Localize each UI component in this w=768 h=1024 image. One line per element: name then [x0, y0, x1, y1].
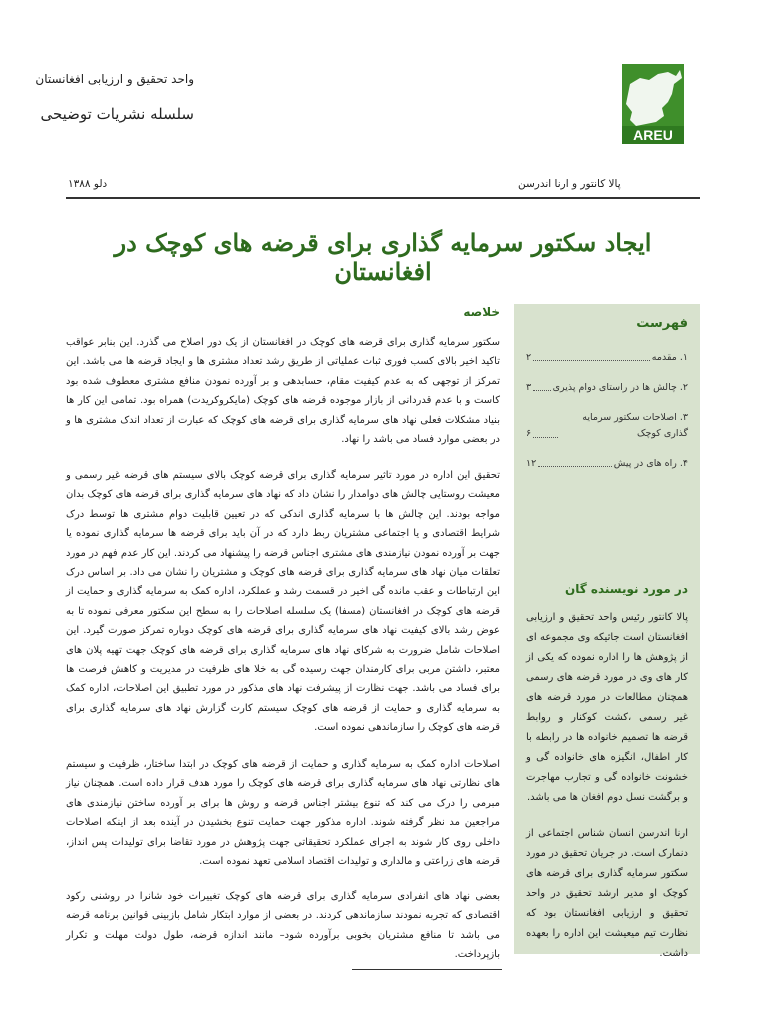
summary-paragraph-3: اصلاحات اداره کمک به سرمایه گذاری و حمایت از قرضه های کوچک در ابتدا ساختار، ظرفیت و سیستم های نظارتی نهاد های سرمایه گذاری برای قرضه های کوچک را مورد هدف قرار داده است. همچنان نیاز مبرمی را درک می کند که تنوع بیشتر اجناس قرضه و روش ها برای بر آورده ساختن نیازمندی های مراجعین مد نظر گرفته شوند. اداره مذکور جهت حمایت تنوع بخشیدن در آینده بعد از اینکه اصلاحات داخلی روی کار شوند به اجرای عملکرد تحقیقاتی جهت پژوهش در مورد تقاضا برای تولیدات پس انداز، قرضه های زراعتی و مالداری و تولیدات اقتصاد اسلامی تعهد نموده است. — [66, 759, 500, 868]
summary-paragraph-2: تحقیق این اداره در مورد تاثیر سرمایه گذاری برای قرضه کوچک بالای سیستم های قرضه غیر رسمی و معیشت روستایی چالش های دوامدار را نشان داد که نهاد های سرمایه گذاری برای قرضه های کوچک بدان مواجه بودند. این چالش ها با سرمایه گذاری اندکی که در تعیین قابلیت دوام مشتری ها توسط درک شرایط اقتصادی و یا اجتماعی مشتریان ربط دارد که در آن باید برای قرضه ها سرمایه گذاری نموده یا جهت بر آورده نمودن نیازمندی های مشتری اجناس قرضه را پیشنهاد می کردند. این کار عدم فهم در مورد تعلقات میان نهاد های سرمایه گذاری برای قرضه های کوچک و مشتریان را نشان می داد. بر اساس درک این ارتباطات و عقب مانده گی اخیر در قسمت رشد و عملکرد، اداره کمک به سرمایه گذاری و حمایت از قرضه های کوچک در افغانستان (مسفا) یک سلسله اصلاحات را به سطح این سکتور معرفی نموده تا به عوض رشد بالای کیفیت نهاد های سرمایه گذاری برای قرضه های کوچک دوباره تمرکز صورت گیرد. این اصلاحات شامل ضرورت به شرکای نهاد های سرمایه گذاری برای قرضه های کوچک جهت تهیه پلان های معتبر، داشتن مربی برای کارمندان جهت رسیده گی به خلا های ظرفیت در مدیریت و کاهش فرصت ها برای فساد می باشد. جهت نظارت از پیشرفت نهاد های مذکور در مورد تطبیق این اصلاحات، اداره کمک به سرمایه گذاری و حمایت از قرضه های کوچک سیستم کارت گزارش نهاد های سرمایه گذاری برای قرضه های کوچک را سازماندهی نموده است. — [66, 470, 500, 734]
table-of-contents — [526, 350, 688, 486]
toc-leader-dots — [533, 427, 558, 438]
sidebar-panel — [514, 304, 700, 959]
toc-item-page: ۱۲ — [526, 458, 537, 469]
author-bio-1: پالا کانتور رئیس واحد تحقیق و ارزیابی افغانستان است جاثیکه وی مجموعه ای از پژوهش ها را اداره نموده که یکی از کار های وی در مورد قرضه های رسمی همچنان مطالعات در مورد قرضه های غیر رسمی ،کشت کوکنار و روابط قرضه ها تصمیم خانواده ها در رابطه با کار اطفال، انگیزه های خانواده گی و خشونت خانواده گی و تجارب مهاجرت و برگشت نسل دوم افغان ها می باشد. — [526, 612, 688, 803]
header-divider — [66, 197, 700, 199]
authors: پالا کانتور و ارنا اندرسن — [518, 178, 621, 190]
toc-item[interactable] — [526, 350, 688, 366]
toc-item-label: ۳. اصلاحات سکتور سرمایه گذاری کوچک — [582, 412, 688, 439]
toc-item[interactable] — [526, 456, 688, 472]
footnote-divider — [352, 969, 502, 970]
toc-item-page: ۲ — [526, 352, 532, 363]
logo-text: AREU — [633, 127, 673, 143]
toc-item[interactable] — [526, 380, 688, 396]
toc-item-label: ۲. چالش ها در راستای دوام پذیری — [552, 382, 688, 393]
toc-leader-dots — [533, 380, 550, 391]
toc-heading: فهرست — [636, 316, 688, 331]
toc-item-label: ۱. مقدمه — [651, 352, 688, 363]
about-authors-heading: در مورد نویسنده گان — [564, 582, 688, 596]
toc-item-page: ۳ — [526, 382, 532, 393]
document-title: ایجاد سکتور سرمایه گذاری برای قرضه های کوچک در افغانستان — [114, 228, 652, 286]
research-unit-name: واحد تحقیق و ارزیابی افغانستان — [35, 72, 194, 86]
summary-paragraph-1: سکتور سرمایه گذاری برای قرضه های کوچک در افغانستان از یک دور اصلاح می گذرد. این بنابر عواقب تاکید اخیر بالای کسب فوری ثبات عملیاتی از طریق رشد تعداد مشتری ها و ایجاد قرضه ها می باشد. این تمرکز از توجهی که به عدم کیفیت مقام، حسابدهی و بر آورده نمودن منافع مشتری معطوف شده بود کاست و با عدم قدردانی از بازار موجوده قرضه های کوچک (مایکروکریدت) همراه بود. تمامی این کار ها بنیاد مشکلات فعلی نهاد های سرمایه گذاری برای قرضه های کوچک که عبارت از تعداد اندک مشتری ها و در بعضی موارد فساد می باشد را نهاد. — [66, 337, 500, 446]
areu-logo — [622, 64, 684, 144]
toc-leader-dots — [533, 350, 650, 361]
publication-date: دلو ۱۳۸۸ — [68, 178, 108, 190]
summary-heading: خلاصه — [463, 305, 500, 319]
toc-leader-dots — [538, 456, 612, 467]
toc-item[interactable] — [526, 410, 688, 442]
author-bio-2: ارنا اندرسن انسان شناس اجتماعی از دنمارک است. در جریان تحقیق در مورد سکتور سرمایه گذاری برای قرضه های کوچک او مدیر ارشد تحقیق در واحد تحقیق و ارزیابی افغانستان بود که نظارت تیم میعیشت این اداره را بعهده داشت. — [526, 828, 688, 959]
series-name: سلسله نشریات توضیحی — [40, 105, 194, 123]
toc-item-page: ۶ — [526, 428, 532, 439]
summary-paragraph-4: بعضی نهاد های انفرادی سرمایه گذاری برای قرضه های کوچک تغییرات خود شانرا در روشنی رکود اقتصادی که تجربه نمودند سازماندهی کردند. در بعضی از موارد ابتکار شامل بازبینی قوانین برنامه قرضه می باشد تا منافع مشتریان بخوبی برآورده شود– مانند اندازه قرضه، طول دولت مهلت و تکرار بازپرداخت. — [66, 891, 500, 961]
toc-item-label: ۴. راه های در پیش — [613, 458, 688, 469]
